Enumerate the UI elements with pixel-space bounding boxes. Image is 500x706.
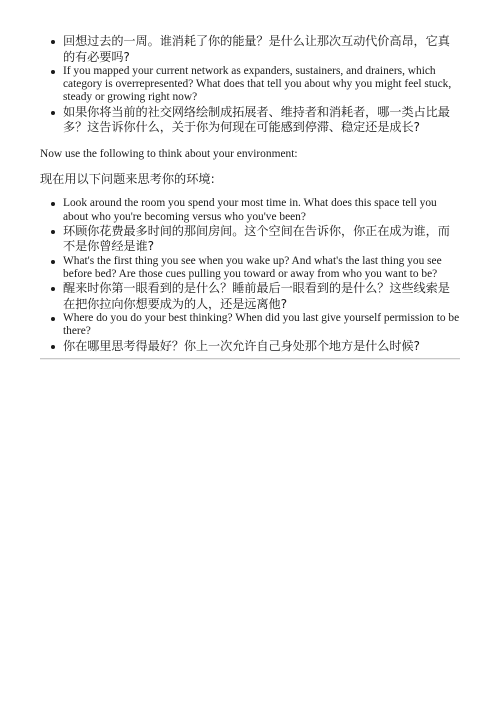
list-item: Where do you do your best thinking? When did you last give yourself permission to be there?: [63, 312, 460, 338]
list-item: 环顾你花费最多时间的那间房间。这个空间在告诉你，你正在成为谁，而不是你曾经是谁?: [63, 224, 460, 255]
reflection-list-network: [40, 34, 460, 136]
list-item: 醒来时你第一眼看到的是什么？睡前最后一眼看到的是什么？这些线索是在把你拉向你想要成为的人，还是远离他?: [63, 281, 460, 312]
list-item: 你在哪里思考得最好？你上一次允许自己身处那个地方是什么时候?: [63, 339, 460, 355]
list-item: What's the first thing you see when you wake up? And what's the last thing you see before bed? Are those cues pulling you toward or away from who you want to be?: [63, 255, 460, 281]
reflection-list-environment: [40, 197, 460, 354]
horizontal-divider: [40, 358, 460, 360]
list-item: Look around the room you spend your most time in. What does this space tell you about who you're becoming versus who you've been?: [63, 197, 460, 223]
environment-intro-en: Now use the following to think about your environment:: [40, 147, 298, 160]
list-item: 回想过去的一周。谁消耗了你的能量？是什么让那次互动代价高昂，它真的有必要吗?: [63, 34, 460, 65]
environment-intro-zh: 现在用以下问题来思考你的环境:: [40, 171, 215, 186]
list-item: If you mapped your current network as expanders, sustainers, and drainers, which category is overrepresented? What does that tell you about why you might feel stuck, steady or growing right now?: [63, 65, 460, 105]
list-item: 如果你将当前的社交网络绘制成拓展者、维持者和消耗者，哪一类占比最多？这告诉你什么，关于你为何现在可能感到停滞、稳定还是成长?: [63, 105, 460, 136]
